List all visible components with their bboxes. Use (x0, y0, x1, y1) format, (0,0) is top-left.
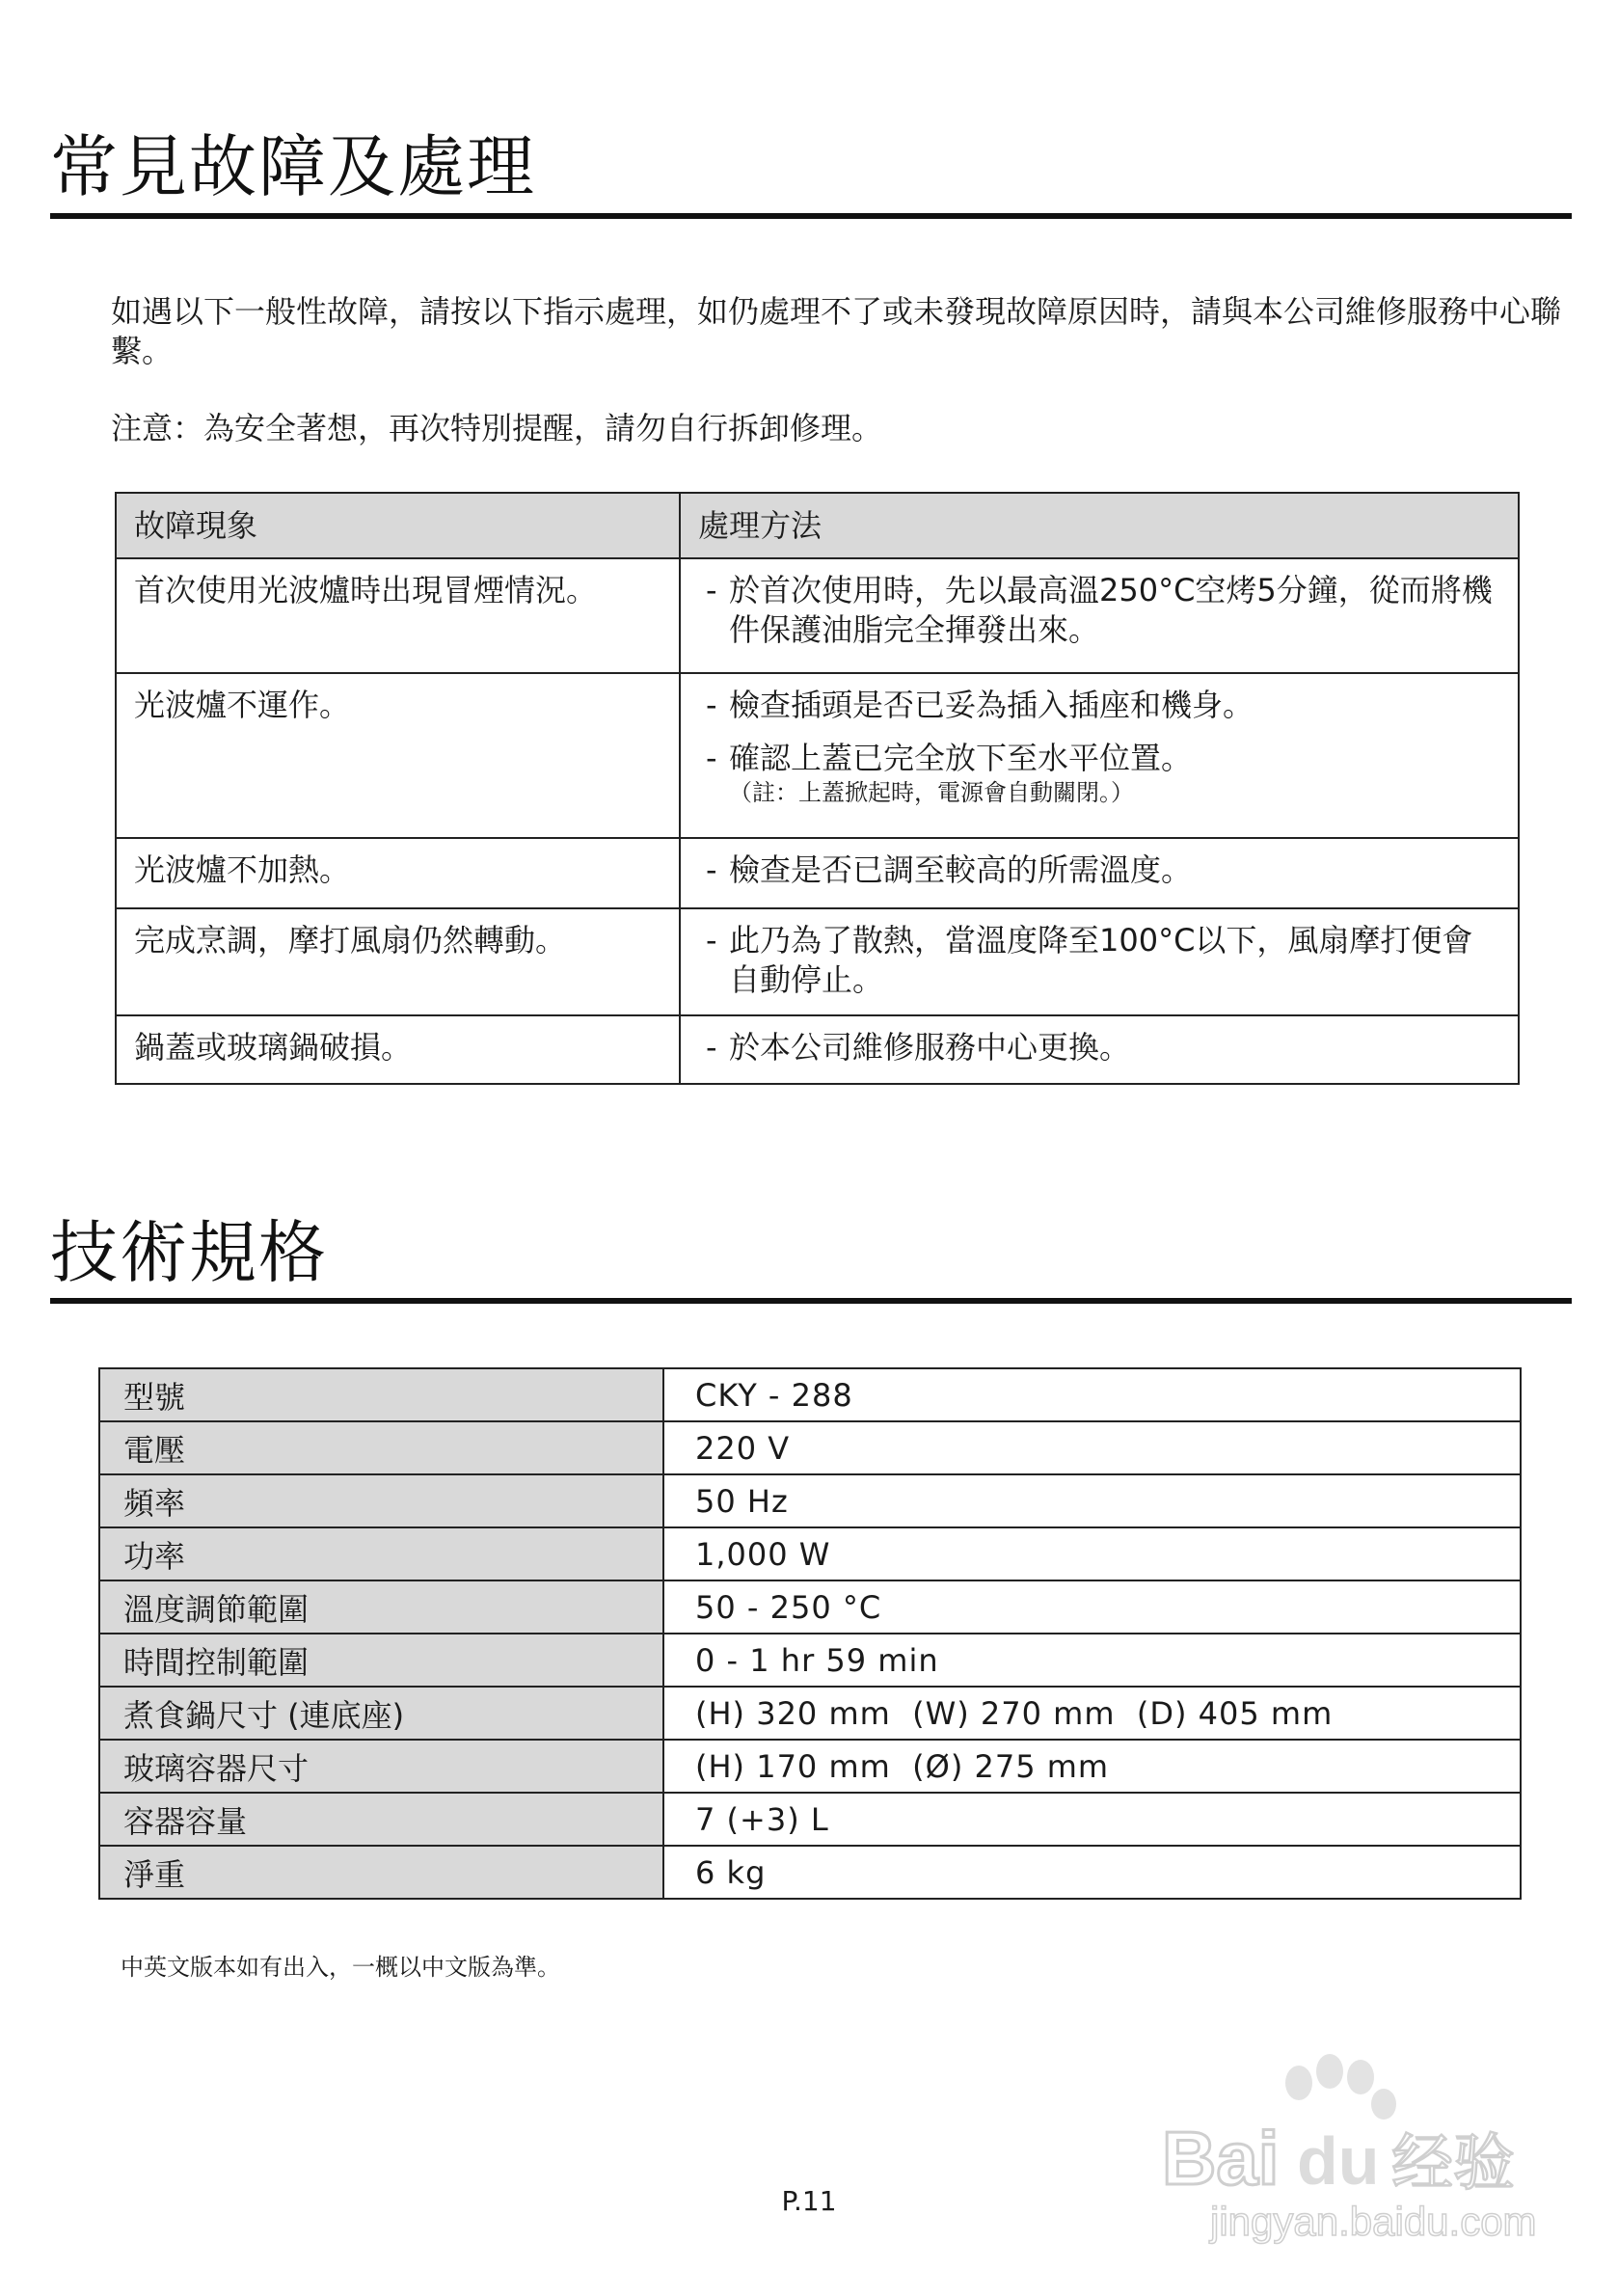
specifications-table (98, 1367, 1522, 1900)
section-title-troubleshooting: 常見故障及處理 (50, 127, 536, 206)
solution-text: 檢查插頭是否已妥為插入插座和機身。 (729, 687, 1254, 723)
spec-label: 電壓 (99, 1421, 663, 1474)
table-header-row (116, 493, 1519, 558)
table-row (116, 1015, 1519, 1084)
symptom-cell: 完成烹調，摩打風扇仍然轉動。 (116, 908, 680, 1015)
troubleshooting-table (115, 492, 1520, 1085)
intro-paragraph: 如遇以下一般性故障，請按以下指示處理，如仍處理不了或未發現故障原因時，請與本公司維修服務中心聯繫。 (111, 293, 1562, 369)
safety-note: 注意：為安全著想，再次特別提醒，請勿自行拆卸修理。 (111, 410, 883, 446)
spec-label: 玻璃容器尺寸 (99, 1740, 663, 1793)
table-row (99, 1580, 1521, 1634)
table-row (99, 1368, 1521, 1421)
table-row (116, 838, 1519, 908)
spec-label: 型號 (99, 1368, 663, 1421)
spec-value: (H) 170 mm (Ø) 275 mm (663, 1740, 1521, 1793)
watermark-url: jingyan.baidu.com (1210, 2199, 1537, 2244)
table-row (99, 1793, 1521, 1846)
solution-cell: - 檢查插頭是否已妥為插入插座和機身。 - 確認上蓋已完全放下至水平位置。 （註：上蓋掀起時，電源會自動關閉。） (680, 673, 1519, 838)
solution-cell: - 檢查是否已調至較高的所需溫度。 (680, 838, 1519, 908)
symptom-cell: 鍋蓋或玻璃鍋破損。 (116, 1015, 680, 1084)
solution-text: 於首次使用時，先以最高溫250°C空烤5分鐘，從而將機件保護油脂完全揮發出來。 (729, 572, 1493, 648)
table-row (116, 558, 1519, 673)
table-row (99, 1634, 1521, 1687)
table-row (99, 1474, 1521, 1527)
spec-label: 功率 (99, 1527, 663, 1580)
table-row (99, 1687, 1521, 1740)
watermark-cn: 经验 (1391, 2128, 1515, 2200)
spec-label: 容器容量 (99, 1793, 663, 1846)
header-solution: 處理方法 (680, 493, 1519, 558)
spec-value: CKY - 288 (663, 1368, 1521, 1421)
solution-cell: - 於本公司維修服務中心更換。 (680, 1015, 1519, 1084)
spec-value: 6 kg (663, 1846, 1521, 1899)
watermark-brand2: du (1297, 2123, 1380, 2199)
symptom-cell: 光波爐不加熱。 (116, 838, 680, 908)
language-footnote: 中英文版本如有出入，一概以中文版為準。 (121, 1954, 560, 1981)
page-number: P.11 (781, 2185, 837, 2217)
spec-value: 220 V (663, 1421, 1521, 1474)
paw-icon (1285, 2054, 1396, 2120)
table-row (99, 1527, 1521, 1580)
spec-value: 1,000 W (663, 1527, 1521, 1580)
table-row (116, 673, 1519, 838)
title-rule (50, 213, 1572, 219)
table-row (99, 1846, 1521, 1899)
spec-value: (H) 320 mm (W) 270 mm (D) 405 mm (663, 1687, 1521, 1740)
title-rule (50, 1298, 1572, 1304)
spec-value: 0 - 1 hr 59 min (663, 1634, 1521, 1687)
spec-value: 7 (+3) L (663, 1793, 1521, 1846)
spec-value: 50 - 250 °C (663, 1580, 1521, 1634)
header-symptom: 故障現象 (116, 493, 680, 558)
baidu-watermark (1152, 2054, 1538, 2247)
spec-label: 時間控制範圍 (99, 1634, 663, 1687)
solution-text: 此乃為了散熱，當溫度降至100°C以下，風扇摩打便會自動停止。 (729, 922, 1473, 998)
solution-note: （註：上蓋掀起時，電源會自動關閉。） (729, 779, 1134, 806)
spec-label: 溫度調節範圍 (99, 1580, 663, 1634)
spec-label: 煮食鍋尺寸 (連底座) (99, 1687, 663, 1740)
solution-cell: - 於首次使用時，先以最高溫250°C空烤5分鐘，從而將機件保護油脂完全揮發出來。 (680, 558, 1519, 673)
watermark-brand: Bai (1162, 2116, 1280, 2201)
section-title-specifications: 技術規格 (50, 1213, 328, 1292)
solution-cell: - 此乃為了散熱，當溫度降至100°C以下，風扇摩打便會自動停止。 (680, 908, 1519, 1015)
solution-text: 確認上蓋已完全放下至水平位置。 (729, 740, 1193, 776)
spec-label: 頻率 (99, 1474, 663, 1527)
table-row (99, 1421, 1521, 1474)
solution-text: 於本公司維修服務中心更換。 (729, 1029, 1131, 1066)
table-row (116, 908, 1519, 1015)
symptom-cell: 首次使用光波爐時出現冒煙情況。 (116, 558, 680, 673)
spec-label: 淨重 (99, 1846, 663, 1899)
solution-text: 檢查是否已調至較高的所需溫度。 (729, 851, 1193, 888)
symptom-cell: 光波爐不運作。 (116, 673, 680, 838)
table-row (99, 1740, 1521, 1793)
spec-value: 50 Hz (663, 1474, 1521, 1527)
